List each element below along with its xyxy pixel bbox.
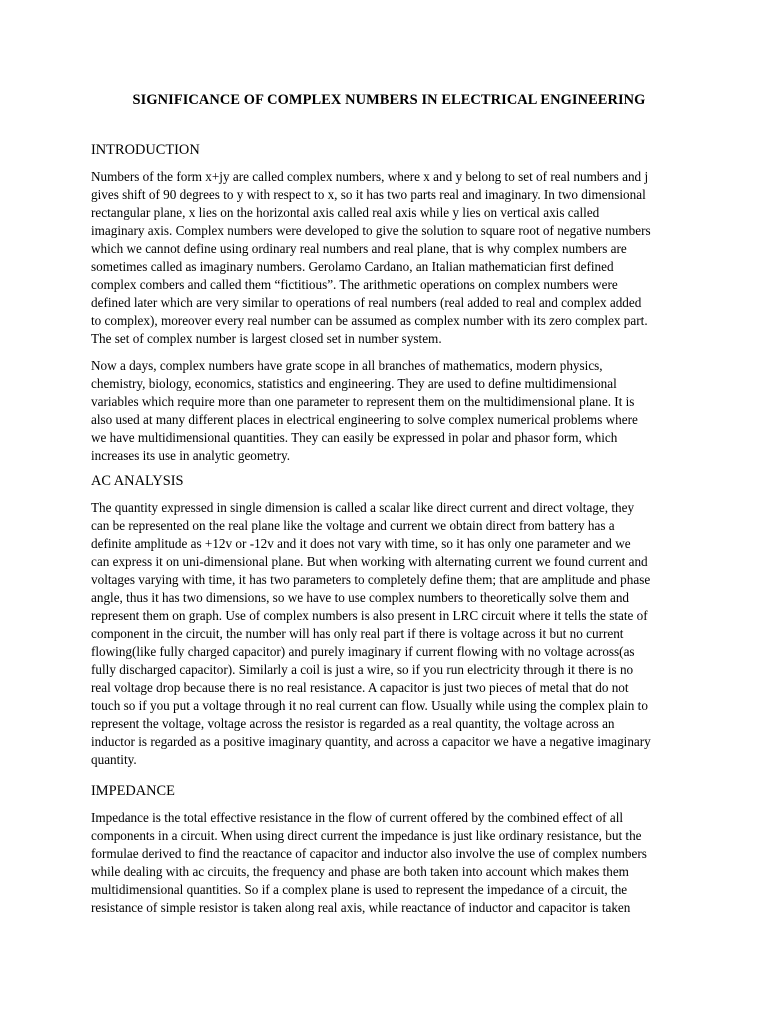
text-line: Impedance is the total effective resistance in the flow of current offered by the combined effect of all	[91, 810, 624, 825]
text-line: flowing(like fully charged capacitor) and purely imaginary if current flowing with no voltage across(as	[91, 644, 635, 659]
text-line: angle, thus it has two dimensions, so we have to use complex numbers to theoretically solve them and	[91, 590, 630, 605]
text-line: quantity.	[91, 752, 137, 767]
paragraph-introduction-1	[91, 168, 687, 348]
text-line: The set of complex number is largest closed set in number system.	[91, 331, 442, 346]
text-line: chemistry, biology, economics, statistics and engineering. They are used to define multidimensional	[91, 376, 617, 391]
text-line: imaginary axis. Complex numbers were developed to give the solution to square root of negative numbers	[91, 223, 651, 238]
text-line: multidimensional quantities. So if a complex plane is used to represent the impedance of a circuit, the	[91, 882, 628, 897]
text-line: rectangular plane, x lies on the horizontal axis called real axis while y lies on vertical axis called	[91, 205, 600, 220]
text-line: formulae derived to find the reactance of capacitor and inductor also involve the use of complex numbers	[91, 846, 647, 861]
paragraph-ac-analysis	[91, 499, 687, 769]
text-line: gives shift of 90 degrees to y with respect to x, so it has two parts real and imaginary. In two dimensional	[91, 187, 646, 202]
text-line: increases its use in analytic geometry.	[91, 448, 291, 463]
heading-ac-analysis: AC ANALYSIS	[91, 473, 184, 489]
text-line: defined later which are very similar to operations of real numbers (real added to real and complex added	[91, 295, 642, 310]
text-line: definite amplitude as +12v or -12v and it does not vary with time, so it has only one parameter and we	[91, 536, 631, 551]
heading-impedance: IMPEDANCE	[91, 783, 175, 799]
text-line: touch so if you put a voltage through it no real current can flow. Usually while using the complex plain to	[91, 698, 648, 713]
paragraph-impedance	[91, 809, 687, 917]
text-line: component in the circuit, the number will has only real part if there is voltage across it but no current	[91, 626, 624, 641]
text-line: Now a days, complex numbers have grate scope in all branches of mathematics, modern physics,	[91, 358, 603, 373]
text-line: we have multidimensional quantities. They can easily be expressed in polar and phasor form, which	[91, 430, 618, 445]
text-line: variables which require more than one parameter to represent them on the multidimensional plane. It is	[91, 394, 635, 409]
heading-introduction: INTRODUCTION	[91, 142, 200, 158]
text-line: The quantity expressed in single dimension is called a scalar like direct current and direct voltage, they	[91, 500, 635, 515]
text-line: real voltage drop because there is no real resistance. A capacitor is just two pieces of metal that do not	[91, 680, 629, 695]
text-line: components in a circuit. When using direct current the impedance is just like ordinary resistance, but the	[91, 828, 642, 843]
text-line: inductor is regarded as a positive imaginary quantity, and across a capacitor we have a negative imaginary	[91, 734, 651, 749]
text-line: sometimes called as imaginary numbers. Gerolamo Cardano, an Italian mathematician first defined	[91, 259, 614, 274]
text-line: resistance of simple resistor is taken along real axis, while reactance of inductor and capacitor is taken	[91, 900, 631, 915]
text-line: represent them on graph. Use of complex numbers is also present in LRC circuit where it tells the state of	[91, 608, 648, 623]
paragraph-introduction-2	[91, 357, 687, 465]
text-line: complex combers and called them “fictitious”. The arithmetic operations on complex numbers were	[91, 277, 618, 292]
text-line: voltages varying with time, it has two parameters to completely define them; that are amplitude and phase	[91, 572, 651, 587]
text-line: represent the voltage, voltage across the resistor is regarded as a real quantity, the voltage across an	[91, 716, 615, 731]
text-line: to complex), moreover every real number can be assumed as complex number with its zero complex part.	[91, 313, 648, 328]
document-body	[91, 92, 687, 917]
text-line: while dealing with ac circuits, the frequency and phase are both taken into account which makes them	[91, 864, 629, 879]
text-line: can be represented on the real plane like the voltage and current we obtain direct from battery has a	[91, 518, 615, 533]
text-line: fully discharged capacitor). Similarly a coil is just a wire, so if you run electricity through it there is no	[91, 662, 634, 677]
document-title: SIGNIFICANCE OF COMPLEX NUMBERS IN ELECTRICAL ENGINEERING	[132, 92, 646, 108]
text-line: can express it on uni-dimensional plane. But when working with alternating current we found current and	[91, 554, 648, 569]
text-line: Numbers of the form x+jy are called complex numbers, where x and y belong to set of real numbers and j	[91, 169, 649, 184]
text-line: also used at many different places in electrical engineering to solve complex numerical problems where	[91, 412, 638, 427]
text-line: which we cannot define using ordinary real numbers and real plane, that is why complex numbers are	[91, 241, 627, 256]
